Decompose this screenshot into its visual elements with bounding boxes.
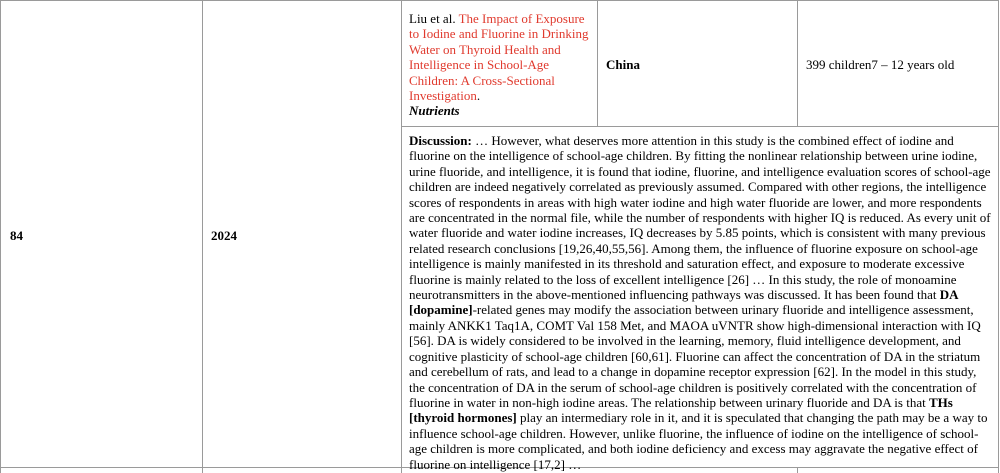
- grid-line: [202, 0, 203, 473]
- discussion-text: [409, 133, 994, 472]
- grid-line: [0, 0, 999, 1]
- grid-line: [597, 0, 598, 126]
- row-number: 84: [10, 228, 23, 243]
- grid-line: [797, 0, 798, 126]
- thyroid-hormones-term: THs [thyroid hormones]: [409, 394, 953, 426]
- discussion-segment: … However, what deserves more attention in this study is the combined effect of iodine and fluorine on the intelligence of school-age children. By fitting the nonlinear relationship between urine iodine, urine fluoride, and intelligence, it is found that iodine, fluorine, and intelligence evaluation scores of school-age children are indeed negatively correlated as previously assumed. Compared with other regions, the intelligence scores of respondents in areas with high water iodine and high water fluoride are lower, and more respondents are concentrated in the normal file, while the number of respondents with higher IQ is reduced. As every unit of water fluoride and water iodine increases, IQ decreases by 5.85 points, which is consistent with many previous related research conclusions [19,26,40,55,56]. Among them, the influence of fluorine exposure on school-age intelligence is mainly manifested in its threshold and saturation effect, and exposure to moderate excessive fluorine is mainly related to the loss of excellent intelligence [26] … In this study, the role of monoamine neurotransmitters in the above-mentioned influencing pathways was discussed. It has been found that: [409, 133, 991, 303]
- country: China: [606, 57, 640, 72]
- discussion-segment: play an intermediary role in it, and it is speculated that changing the path may be a way to influence school-age children. However, unlike fluorine, the influence of iodine on the intelligence of school-age children is more complicated, and both iodine deficiency and excess may aggravate the negative effect of fluorine on intelligence [17,2] …: [409, 410, 988, 472]
- grid-line: [402, 126, 999, 127]
- reference-authors: Liu et al.: [409, 11, 456, 26]
- grid-line: [0, 0, 1, 473]
- grid-line: [401, 0, 402, 473]
- row-year: 2024: [211, 228, 237, 243]
- grid-line: [998, 0, 999, 473]
- discussion-label: Discussion:: [409, 133, 472, 148]
- dopamine-term: DA [dopamine]: [409, 287, 958, 318]
- reference-cell: [409, 11, 591, 119]
- reference-title[interactable]: The Impact of Exposure to Iodine and Fluorine in Drinking Water on Thyroid Health and Intelligence in School-Age Children: A Cross-Sectional Investigation: [409, 11, 589, 104]
- sample-description: 399 children7 – 12 years old: [806, 57, 955, 72]
- reference-title-end: .: [476, 88, 481, 104]
- discussion-segment: -related genes may modify the association between urinary fluoride and intelligence assessment, mainly ANKK1 Taq1A, COMT Val 158 Met, and MAOA uVNTR show high-dimensional interaction with IQ [56]. DA is widely considered to be involved in the learning, memory, fluid intelligence development, and cognitive plasticity of school-age children [60,61]. Fluorine can affect the concentration of DA in the striatum and cerebellum of rats, and lead to a change in dopamine receptor expression [62]. In the model in this study, the concentration of DA in the serum of school-age children is positively correlated with the concentration of fluorine in water in non-high iodine areas. The relationship between urinary fluoride and DA is that: [409, 302, 981, 410]
- reference-journal: Nutrients: [409, 103, 460, 119]
